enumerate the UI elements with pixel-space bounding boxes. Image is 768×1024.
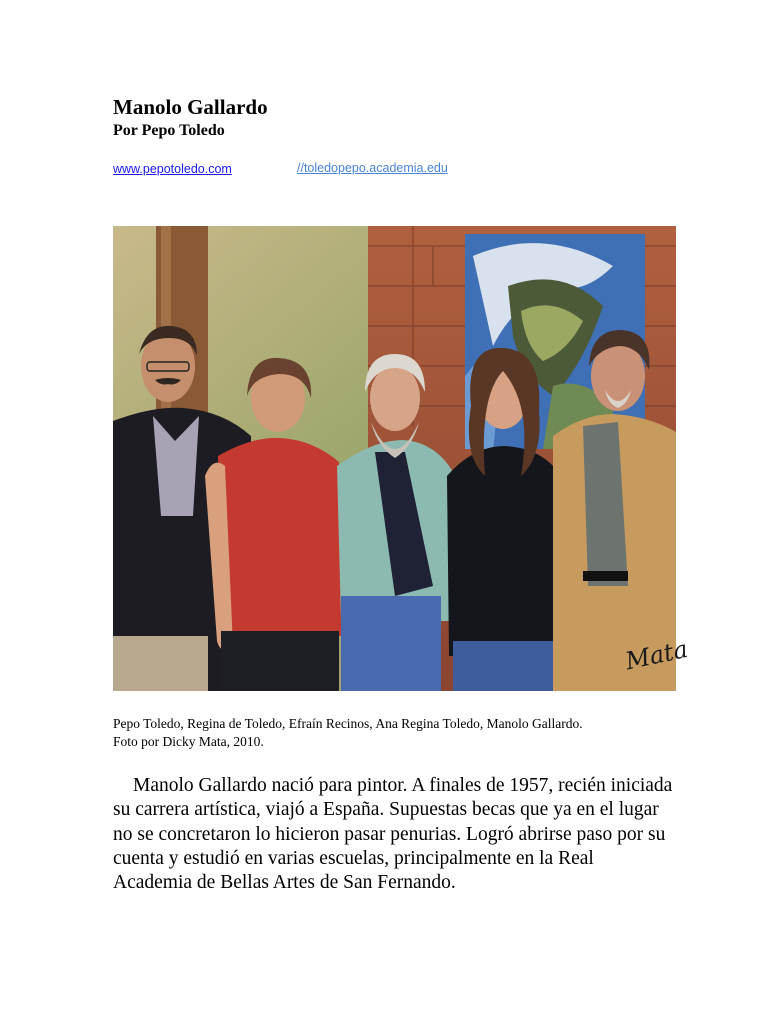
caption-credit: Foto por Dicky Mata, 2010. [113, 734, 264, 749]
photographer-signature: Mata [622, 634, 691, 676]
website-link[interactable]: www.pepotoledo.com [113, 162, 232, 176]
body-paragraph: Manolo Gallardo nació para pintor. A finales de 1957, recién iniciada su carrera artística, viajó a España. Supuestas becas que ya en el lugar no se concretaron lo hicieron pasar penurias. Logró abrirse paso por su cuenta y estudió en varias escuelas, principalmente en la Real Academia de Bellas Artes de San Fernando. [113, 775, 673, 894]
author-byline: Por Pepo Toledo [113, 122, 225, 139]
academia-link[interactable]: //toledopepo.academia.edu [297, 161, 448, 175]
caption-names: Pepo Toledo, Regina de Toledo, Efraín Recinos, Ana Regina Toledo, Manolo Gallardo. [113, 716, 583, 731]
page-title: Manolo Gallardo [113, 95, 268, 119]
group-photo [113, 226, 691, 691]
photo-caption [113, 715, 673, 751]
